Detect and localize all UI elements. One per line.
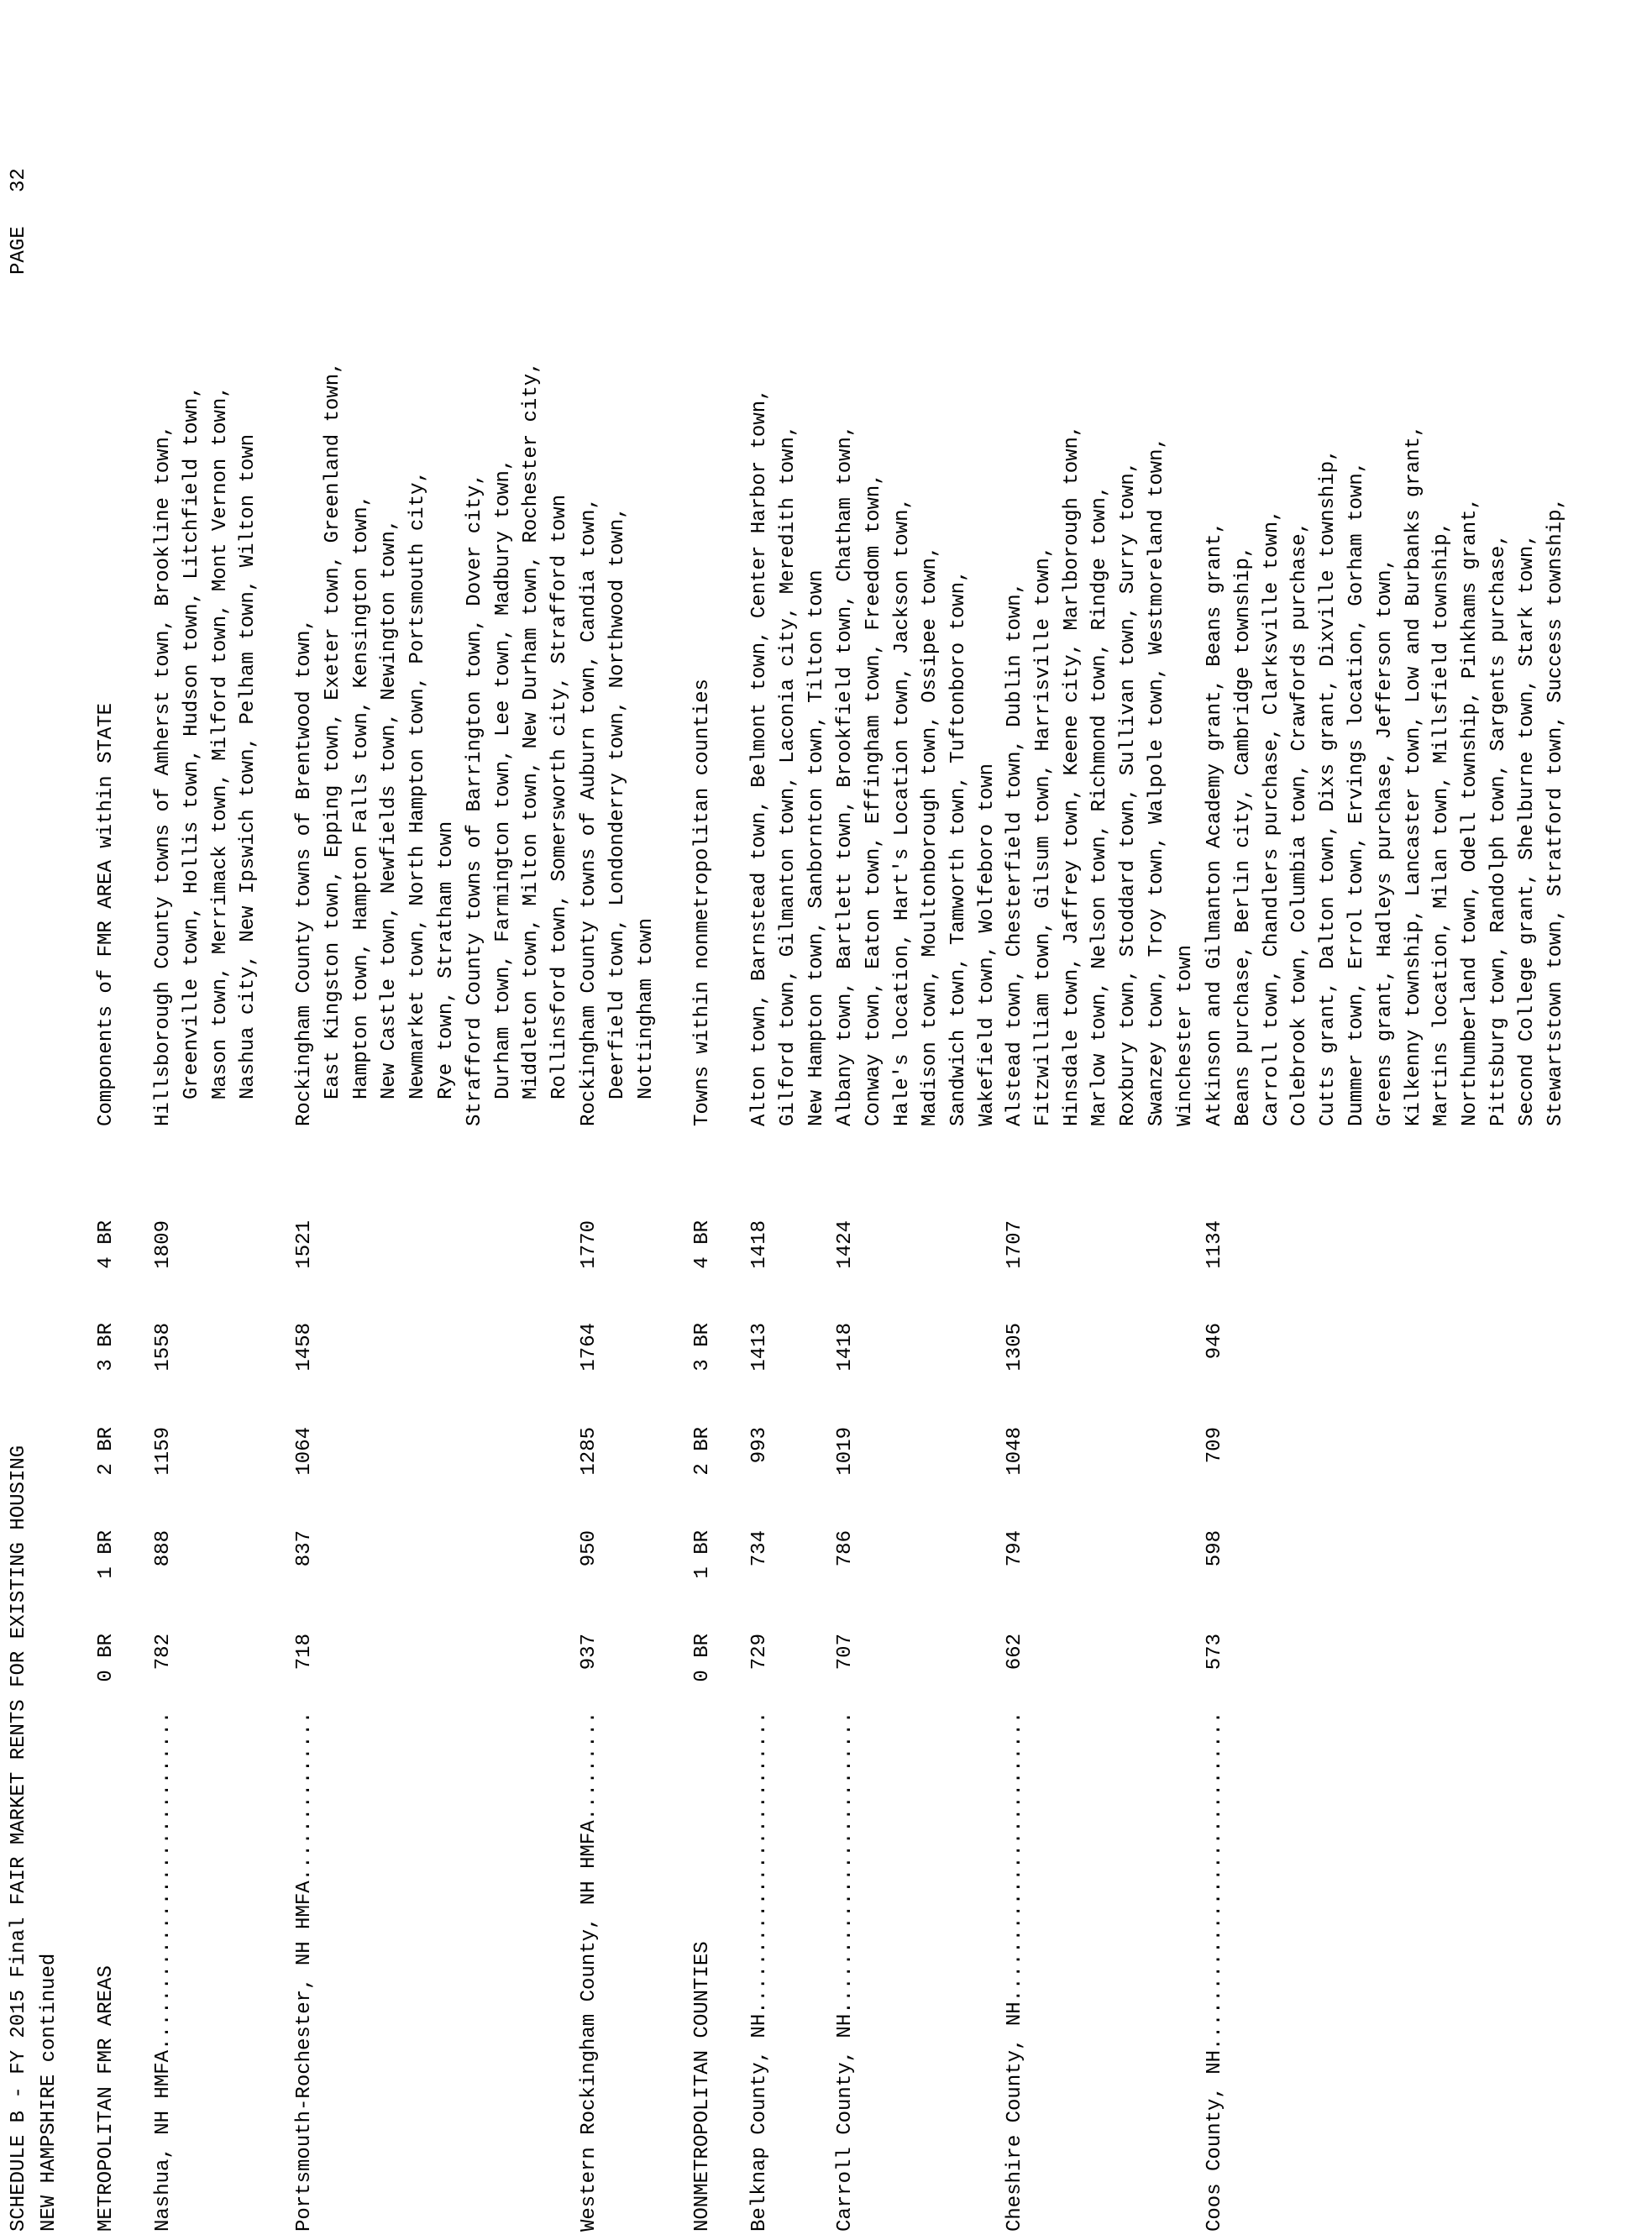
component-line: Gilford town, Gilmanton town, Laconia city, Meredith town, — [776, 424, 800, 1126]
component-line: Hinsdale town, Jaffrey town, Keene city, Marlborough town, — [1060, 424, 1083, 1126]
rent-value: 598 — [1204, 1530, 1226, 1567]
component-line: Hillsborough County towns of Amherst town, Brookline town, — [152, 424, 175, 1126]
rent-value: 937 — [578, 1634, 600, 1671]
section-title: METROPOLITAN FMR AREAS — [95, 1965, 118, 2232]
component-line: Carroll town, Chandlers purchase, Clarksville town, — [1260, 509, 1283, 1126]
column-header: 2 BR — [95, 1427, 118, 1476]
component-line: Conway town, Eaton town, Effingham town, Freedom town, — [862, 473, 885, 1126]
rent-value: 1809 — [152, 1220, 175, 1269]
component-line: Rockingham County towns of Brentwood town, — [293, 618, 316, 1126]
page-label: PAGE — [8, 226, 30, 275]
component-line: Deerfield town, Londonderry town, Northwood town, — [606, 506, 629, 1099]
component-line: Northumberland town, Odell township, Pinkhams grant, — [1459, 497, 1482, 1126]
component-line: Greens grant, Hadleys purchase, Jefferson town, — [1373, 558, 1397, 1126]
rent-value: 1048 — [1004, 1427, 1026, 1476]
component-line: Roxbury town, Stoddard town, Sullivan town, Surry town, — [1117, 460, 1141, 1126]
component-line: Swanzey town, Troy town, Walpole town, Westmoreland town, — [1146, 437, 1168, 1126]
component-line: Atkinson and Gilmanton Academy grant, Beans grant, — [1204, 521, 1226, 1126]
component-line: Newmarket town, North Hampton town, Portsmouth city, — [406, 470, 430, 1099]
rent-value: 707 — [834, 1634, 857, 1671]
rent-value: 946 — [1204, 1323, 1226, 1360]
component-line: Madison town, Moultonborough town, Ossipee town, — [919, 545, 942, 1126]
component-line: Middleton town, Milton town, New Durham town, Rochester city, — [520, 361, 543, 1099]
rent-value: 1285 — [578, 1427, 600, 1476]
component-line: Colebrook town, Columbia town, Crawfords purchase, — [1288, 521, 1312, 1126]
rent-value: 782 — [152, 1634, 175, 1671]
rent-value: 993 — [748, 1427, 771, 1464]
component-line: New Castle town, Newfields town, Newington town, — [378, 518, 401, 1099]
component-line: Sandwich town, Tamworth town, Tuftonboro town, — [947, 569, 971, 1126]
component-line: Beans purchase, Berlin city, Cambridge township, — [1231, 545, 1255, 1126]
page-number: 32 — [8, 168, 30, 192]
section-title: NONMETROPOLITAN COUNTIES — [691, 1941, 714, 2232]
component-line: Nashua city, New Ipswich town, Pelham town, Wilton town — [237, 433, 260, 1099]
rent-value: 1521 — [293, 1220, 316, 1269]
rent-value: 950 — [578, 1530, 600, 1567]
area-name: Nashua, NH HMFA............................ — [152, 1711, 175, 2232]
rent-value: 786 — [834, 1530, 857, 1567]
rent-value: 1418 — [834, 1323, 857, 1372]
rent-value: 1458 — [293, 1323, 316, 1372]
column-header: 4 BR — [95, 1220, 118, 1269]
rent-value: 1305 — [1004, 1323, 1026, 1372]
column-header: 1 BR — [691, 1530, 714, 1579]
column-header: 0 BR — [95, 1634, 118, 1682]
component-line: Durham town, Farmington town, Lee town, Madbury town, — [491, 458, 515, 1099]
rent-value: 718 — [293, 1634, 316, 1671]
rent-value: 734 — [748, 1530, 771, 1567]
area-name: Coos County, NH............................ — [1204, 1711, 1226, 2232]
state-heading: NEW HAMPSHIRE continued — [38, 1953, 60, 2232]
component-line: Fitzwilliam town, Gilsum town, Harrisville town, — [1031, 545, 1055, 1126]
component-line: Martins location, Milan town, Millsfield township, — [1430, 521, 1454, 1126]
rent-value: 837 — [293, 1530, 316, 1567]
components-header: Components of FMR AREA within STATE — [95, 702, 118, 1126]
rent-value: 888 — [152, 1530, 175, 1567]
component-line: Kilkenny township, Lancaster town, Low and Burbanks grant, — [1402, 424, 1425, 1126]
component-line: Winchester town — [1173, 944, 1197, 1126]
rent-value: 1558 — [152, 1323, 175, 1372]
rent-value: 794 — [1004, 1530, 1026, 1567]
rent-value: 1764 — [578, 1323, 600, 1372]
rent-value: 1707 — [1004, 1220, 1026, 1269]
rent-value: 709 — [1204, 1427, 1226, 1464]
component-line: Pittsburg town, Randolph town, Sargents purchase, — [1487, 533, 1510, 1126]
component-line: Cutts grant, Dalton town, Dixs grant, Dixville township, — [1317, 449, 1340, 1126]
rent-value: 1134 — [1204, 1220, 1226, 1269]
component-line: Greenville town, Hollis town, Hudson town, Litchfield town, — [180, 386, 203, 1099]
component-line: Second College grant, Shelburne town, Stark town, — [1515, 533, 1539, 1126]
component-line: Alton town, Barnstead town, Belmont town, Center Harbor town, — [748, 388, 771, 1126]
column-header: 0 BR — [691, 1634, 714, 1682]
area-name: Cheshire County, NH........................ — [1004, 1711, 1026, 2232]
rent-value: 1413 — [748, 1323, 771, 1372]
rent-value: 1019 — [834, 1427, 857, 1476]
rent-value: 1064 — [293, 1427, 316, 1476]
rent-value: 1424 — [834, 1220, 857, 1269]
rent-value: 1159 — [152, 1427, 175, 1476]
component-line: Stewartstown town, Stratford town, Success township, — [1544, 497, 1567, 1126]
components-header: Towns within nonmetropolitan counties — [691, 679, 714, 1126]
component-line: New Hampton town, Sanbornton town, Tilton town — [805, 569, 828, 1126]
column-header: 3 BR — [95, 1323, 118, 1372]
area-name: Western Rockingham County, NH HMFA......... — [578, 1711, 600, 2232]
component-line: Mason town, Merrimack town, Milford town, Mont Vernon town, — [208, 386, 232, 1099]
component-line: East Kingston town, Epping town, Exeter town, Greenland town, — [321, 361, 344, 1099]
component-line: Nottingham town — [634, 917, 658, 1099]
rent-value: 573 — [1204, 1634, 1226, 1671]
component-line: Albany town, Bartlett town, Brookfield town, Chatham town, — [834, 424, 857, 1126]
component-line: Marlow town, Nelson town, Richmond town, Rindge town, — [1088, 485, 1112, 1126]
page-title: SCHEDULE B - FY 2015 Final FAIR MARKET RENTS FOR EXISTING HOUSING — [8, 1445, 30, 2232]
component-line: Rye town, Stratham town — [435, 821, 458, 1099]
column-header: 1 BR — [95, 1530, 118, 1579]
column-header: 2 BR — [691, 1427, 714, 1476]
rent-value: 662 — [1004, 1634, 1026, 1671]
component-line: Rockingham County towns of Auburn town, Candia town, — [578, 497, 600, 1126]
area-name: Carroll County, NH......................... — [834, 1711, 857, 2232]
component-line: Wakefield town, Wolfeboro town — [976, 763, 999, 1126]
component-line: Hale's location, Hart's Location town, Jackson town, — [890, 497, 914, 1126]
rent-value: 1418 — [748, 1220, 771, 1269]
column-header: 3 BR — [691, 1323, 714, 1372]
component-line: Alstead town, Chesterfield town, Dublin town, — [1004, 581, 1026, 1126]
rent-value: 729 — [748, 1634, 771, 1671]
column-header: 4 BR — [691, 1220, 714, 1269]
component-line: Strafford County towns of Barrington town, Dover city, — [463, 473, 486, 1126]
rent-value: 1770 — [578, 1220, 600, 1269]
area-name: Portsmouth-Rochester, NH HMFA.............. — [293, 1711, 316, 2232]
component-line: Rollinsford town, Somersworth city, Strafford town — [548, 494, 572, 1099]
component-line: Dummer town, Errol town, Ervings location, Gorham town, — [1345, 460, 1368, 1126]
component-line: Hampton town, Hampton Falls town, Kensington town, — [349, 494, 373, 1099]
area-name: Belknap County, NH......................... — [748, 1711, 771, 2232]
